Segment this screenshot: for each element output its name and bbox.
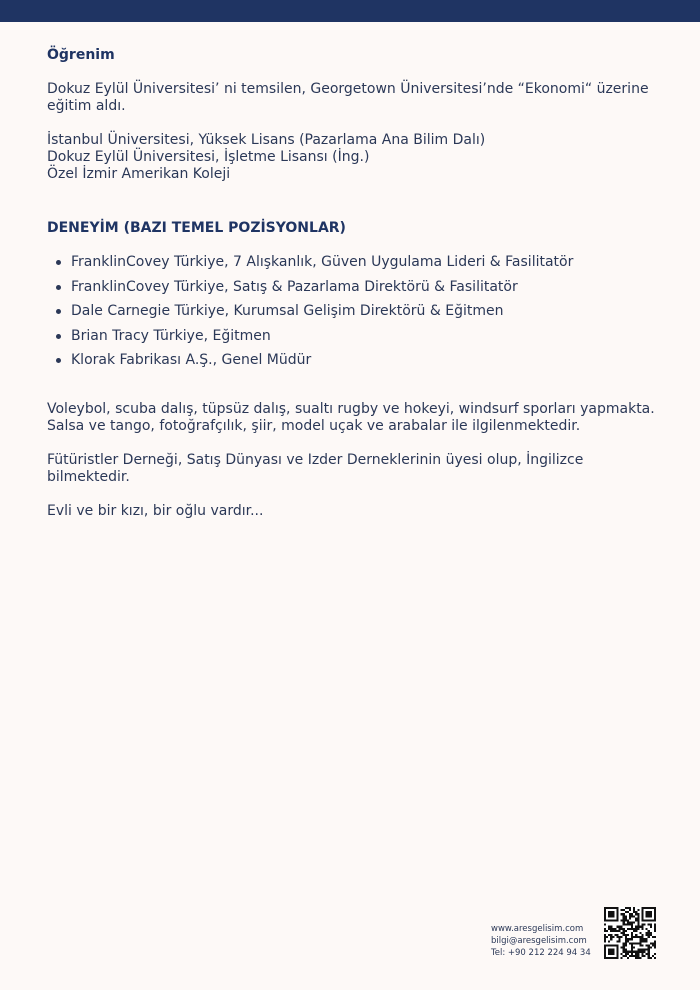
memberships-line: Fütüristler Derneği, Satış Dünyası ve Izder Derneklerinin üyesi olup, İngilizce (47, 452, 584, 468)
bullet-icon (56, 309, 61, 314)
experience-item (47, 352, 657, 369)
degree-item: Özel İzmir Amerikan Koleji (47, 166, 231, 182)
degree-item: Dokuz Eylül Üniversitesi, İşletme Lisansı (İng.) (47, 149, 370, 165)
top-header-bar (0, 0, 700, 22)
education-intro (47, 81, 657, 115)
experience-item-text: Klorak Fabrikası A.Ş., Genel Müdür (71, 352, 312, 368)
bullet-icon (56, 334, 61, 339)
experience-item (47, 328, 657, 345)
education-intro-line: Dokuz Eylül Üniversitesi’ ni temsilen, Georgetown Üniversitesi’nde “Ekonomi“ üzerine (47, 81, 649, 97)
experience-item (47, 279, 657, 296)
experience-item-text: FranklinCovey Türkiye, 7 Alışkanlık, Güven Uygulama Lideri & Fasilitatör (71, 254, 574, 270)
qr-code-icon (604, 907, 656, 959)
experience-list (47, 254, 657, 369)
email-link[interactable]: bilgi@aresgelisim.com (491, 936, 587, 946)
bullet-icon (56, 358, 61, 363)
family-paragraph: Evli ve bir kızı, bir oğlu vardır... (47, 503, 264, 519)
bullet-icon (56, 285, 61, 290)
phone-text: Tel: +90 212 224 94 34 (491, 948, 591, 958)
bullet-icon (56, 260, 61, 265)
experience-item (47, 254, 657, 271)
experience-item-text: Brian Tracy Türkiye, Eğitmen (71, 327, 271, 344)
degree-item: İstanbul Üniversitesi, Yüksek Lisans (Pazarlama Ana Bilim Dalı) (47, 132, 486, 148)
experience-item-text: FranklinCovey Türkiye, Satış & Pazarlama Direktörü & Fasilitatör (71, 278, 518, 295)
education-degrees (47, 132, 657, 183)
education-heading: Öğrenim (47, 47, 115, 63)
experience-heading: DENEYİM (BAZI TEMEL POZİSYONLAR) (47, 220, 346, 236)
hobbies-line: Salsa ve tango, fotoğrafçılık, şiir, model uçak ve arabalar ile ilgilenmektedir. (47, 418, 581, 434)
experience-item (47, 303, 657, 320)
experience-item-text: Dale Carnegie Türkiye, Kurumsal Gelişim Direktörü & Eğitmen (71, 303, 504, 319)
hobbies-paragraph (47, 401, 657, 435)
footer-contact (491, 923, 591, 959)
website-link[interactable]: www.aresgelisim.com (491, 924, 584, 934)
hobbies-line: Voleybol, scuba dalış, tüpsüz dalış, sualtı rugby ve hokeyi, windsurf sporları yapmakta. (47, 401, 655, 417)
page-content (47, 47, 657, 520)
education-intro-line: eğitim aldı. (47, 98, 126, 114)
memberships-line: bilmektedir. (47, 469, 130, 485)
memberships-paragraph (47, 452, 657, 486)
